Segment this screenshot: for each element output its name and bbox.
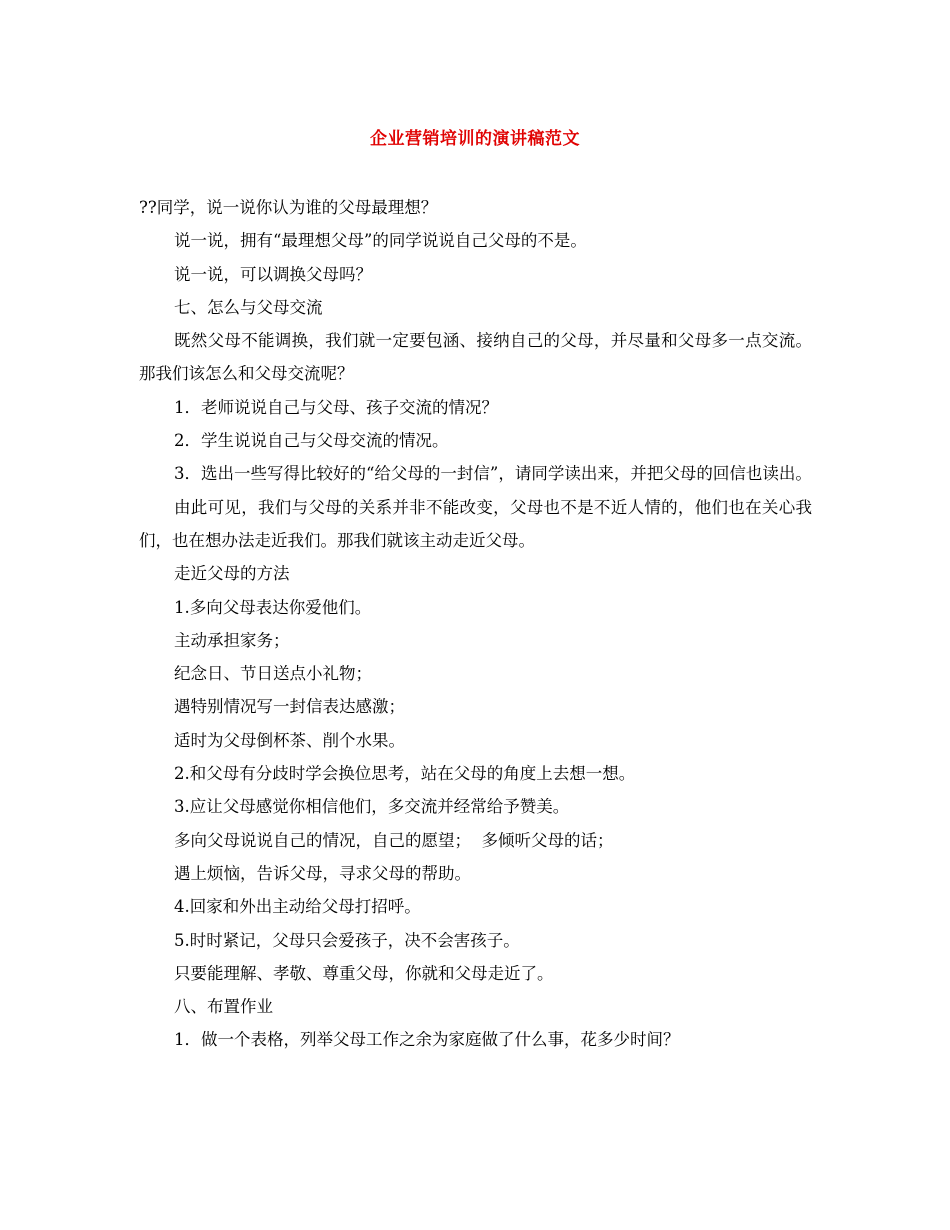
- paragraph: 适时为父母倒杯茶、削个水果。: [174, 730, 405, 750]
- paragraph: 多向父母说说自己的情况，自己的愿望； 多倾听父母的话；: [174, 830, 614, 850]
- paragraph: 1.多向父母表达你爱他们。: [174, 597, 372, 617]
- paragraph: 说一说，可以调换父母吗？: [174, 264, 372, 284]
- paragraph: 1．做一个表格，列举父母工作之余为家庭做了什么事，花多少时间？: [174, 1030, 680, 1050]
- paragraph: 2．学生说说自己与父母交流的情况。: [174, 431, 449, 451]
- paragraph: 4.回家和外出主动给父母打招呼。: [174, 897, 421, 917]
- paragraph: 说一说，拥有“最理想父母”的同学说说自己父母的不是。: [174, 231, 587, 251]
- paragraph: 3．选出一些写得比较好的“给父母的一封信”，请同学读出来，并把父母的回信也读出。: [174, 464, 812, 484]
- document-body: [139, 191, 812, 1057]
- paragraph: 5.时时紧记，父母只会爱孩子，决不会害孩子。: [174, 930, 520, 950]
- paragraph: 遇上烦恼，告诉父母，寻求父母的帮助。: [174, 863, 471, 883]
- paragraph: ??同学，说一说你认为谁的父母最理想？: [139, 198, 438, 217]
- document-title: 企业营销培训的演讲稿范文: [370, 129, 580, 149]
- paragraph: 八、布置作业: [174, 997, 273, 1017]
- paragraph: 只要能理解、孝敬、尊重父母，你就和父母走近了。: [174, 963, 554, 983]
- paragraph: 2.和父母有分歧时学会换位思考，站在父母的角度上去想一想。: [174, 764, 636, 784]
- paragraph: 既然父母不能调换，我们就一定要包涵、接纳自己的父母，并尽量和父母多一点交流。那我们该怎么和父母交流呢？: [139, 331, 812, 384]
- paragraph: 走近父母的方法: [174, 564, 290, 584]
- paragraph: 3.应让父母感觉你相信他们，多交流并经常给予赞美。: [174, 797, 570, 817]
- paragraph: 纪念日、节日送点小礼物；: [174, 664, 372, 684]
- paragraph: 七、怎么与父母交流: [174, 297, 323, 317]
- paragraph: 由此可见，我们与父母的关系并非不能改变，父母也不是不近人情的，他们也在关心我们，也在想办法走近我们。那我们就该主动走近父母。: [139, 497, 812, 550]
- paragraph: 遇特别情况写一封信表达感激；: [174, 697, 405, 717]
- paragraph: 1．老师说说自己与父母、孩子交流的情况？: [174, 397, 498, 417]
- paragraph: 主动承担家务；: [174, 630, 290, 650]
